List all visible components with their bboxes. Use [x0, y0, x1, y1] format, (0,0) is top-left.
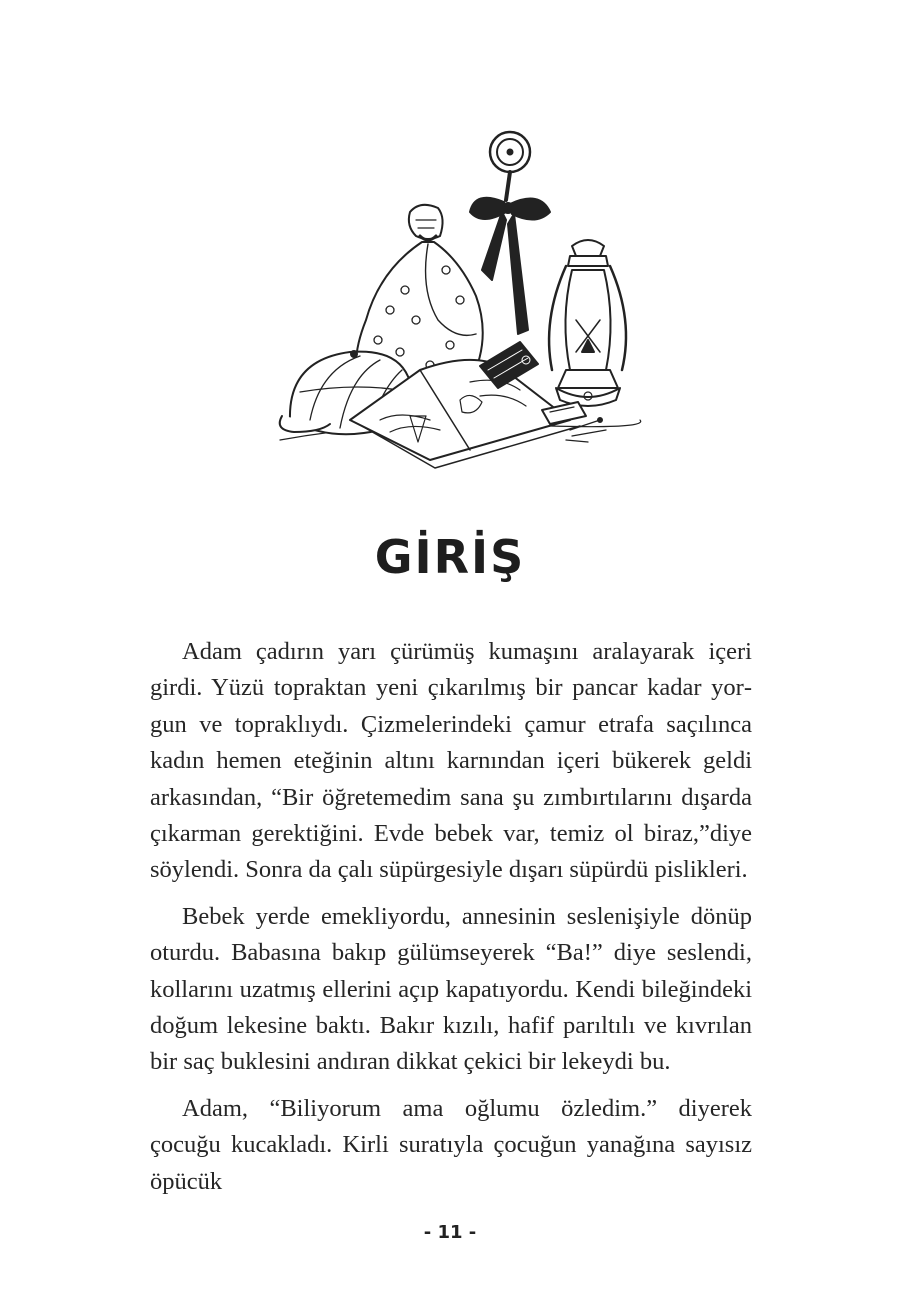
- paragraph: Adam, “Biliyorum ama oğlumu özledim.” diyerek çocuğu kucakladı. Kirli suratıyla çocuğun yanağına sayısız öpücük: [150, 1094, 752, 1195]
- chapter-title: GİRİŞ: [374, 530, 526, 584]
- body-text: [150, 634, 752, 1210]
- paragraph: Adam çadırın yarı çürümüş kumaşını aralayarak içeri girdi. Yüzü topraktan yeni çıkarılmış bir pancar kadar yorgun ve topraklıydı. Çizmelerindeki çamur etrafa saçılınca kadın hemen eteğinin altını karnından içeri bükerek geldi arkasından, “Bir öğretemedim sana şu zımbırtılarını dışarda çıkarman gerektiğini. Evde bebek var, temiz ol biraz,”diye söylendi. Sonra da çalı süpürgesiyle dışarı süpürdü pislikleri.: [150, 638, 752, 884]
- matchbox-icon: [542, 402, 606, 442]
- magnifier-icon: [490, 132, 530, 200]
- page-number: - 11 -: [423, 1222, 477, 1243]
- oil-lantern-icon: [549, 240, 626, 406]
- bow-ribbon-icon: [470, 198, 550, 334]
- paragraph: Bebek yerde emekliyordu, annesinin seslenişiyle dönüp oturdu. Babasına bakıp gülümseyerek “Ba!” diye seslendi, kollarını uzatmış ellerini açıp kapatıyordu. Kendi bileğindeki doğum lekesine baktı. Bakır kızılı, hafif parıltılı ve kıvrılan bir saç buklesini andıran dikkat çekici bir lekeydi bu.: [150, 902, 752, 1076]
- chapter-illustration: [270, 120, 650, 470]
